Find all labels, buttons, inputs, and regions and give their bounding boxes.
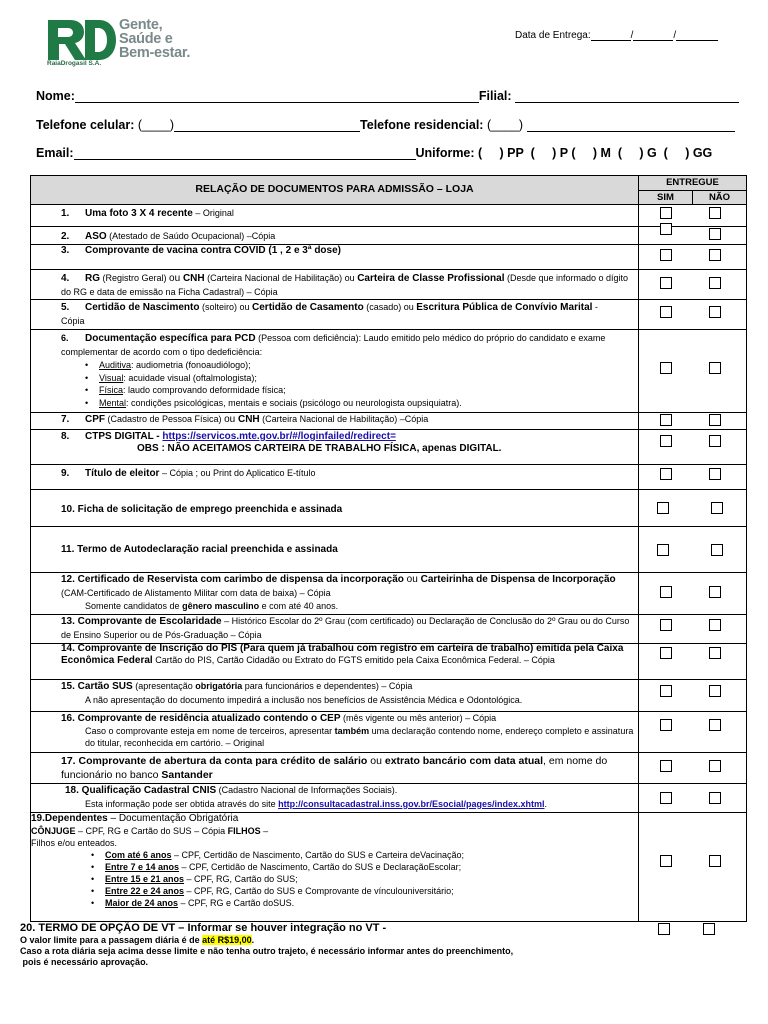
table-title: RELAÇÃO DE DOCUMENTOS PARA ADMISSÃO – LOJA [31, 176, 639, 205]
checkbox-nao[interactable] [709, 468, 721, 480]
checkbox-nao[interactable] [709, 207, 721, 219]
list-item: 12. Certificado de Reservista com carimbo de dispensa da incorporação ou Carteirinha de Dispensa de Incorporação (CAM-Certificado de Alistamento Militar com data de baixa) – Cópia Somente candidatos de gênero masculino e com até 40 anos. [61, 574, 616, 611]
list-item: 15. Cartão SUS (apresentação obrigatória para funcionários e dependentes) – Cópia A não apresentação do documento impedirá a inclusão nos benefícios de Assistência Médica e Odontológica. [61, 681, 523, 705]
checkbox-sim[interactable] [660, 719, 672, 731]
sim-header: SIM [639, 191, 693, 205]
nome-field[interactable] [75, 90, 479, 103]
list-item: 18. Qualificação Cadastral CNIS (Cadastro Nacional de Informações Sociais). Esta informação pode ser obtida através do site http://consultacadastral.inss.gov.br/Esocial/pages/index.xhtml. [65, 785, 548, 809]
checkbox-sim[interactable] [660, 207, 672, 219]
delivery-month-blank[interactable] [633, 30, 673, 41]
checkbox-sim[interactable] [660, 468, 672, 480]
delivery-day-blank[interactable] [591, 30, 631, 41]
checkbox-nao[interactable] [711, 544, 723, 556]
list-item: 19.Dependentes – Documentação Obrigatória CÔNJUGE – CPF, RG e Cartão do SUS – Cópia FILHOS – Filhos e/ou enteados. • Com até 6 anos – CPF, Certidão de Nascimento, Cartão do SUS e Carteira deVacinação; • Entre 7 e 14 anos – CPF, Certidão de Nascimento, Cartão do SUS e DeclaraçãoEscolar; • Entre 15 e 21 anos – CPF, RG, Cartão do SUS; • Entre 22 e 24 anos – CPF, RG, Cartão do SUS e Comprovante de vínculouniversitário; • Maior de 24 anos – CPF, RG e Cartão doSUS. [31, 813, 631, 909]
cnis-link[interactable]: http://consultacadastral.inss.gov.br/Esocial/pages/index.xhtml [278, 798, 545, 809]
list-item: 13. Comprovante de Escolaridade – Histórico Escolar do 2º Grau (com certificado) ou Declaração de Conclusão do 2º Grau ou do Curso de Ensino Superior ou de Pós-Graduação – Cópia [61, 616, 630, 640]
list-item: 4. RG (Registro Geral) ou CNH (Carteira Nacional de Habilitação) ou Carteira de Classe Profissional (Desde que informado o dígito do RG e data de emissão na Ficha Cadastral) – Cópia [61, 273, 629, 297]
list-item: 7. CPF (Cadastro de Pessoa Física) ou CNH (Carteira Nacional de Habilitação) –Cópia [61, 414, 429, 425]
checkbox-sim[interactable] [660, 619, 672, 631]
delivery-year-blank[interactable] [676, 30, 718, 41]
list-item: 17. Comprovante de abertura da conta para crédito de salário ou extrato bancário com data atual, em nome do funcionário no banco Santander [61, 755, 608, 781]
checkbox-sim[interactable] [660, 760, 672, 772]
list-item: 3. Comprovante de vacina contra COVID (1 , 2 e 3ª dose) [61, 245, 341, 256]
uniforme-options[interactable]: Uniforme: ( ) PP ( ) P ( ) M ( ) G ( ) GG [415, 146, 713, 160]
list-item: 2. ASO (Atestado de Saúdo Ocupacional) –Cópia [61, 231, 276, 242]
checkbox-nao[interactable] [709, 719, 721, 731]
nome-label: Nome: [36, 89, 75, 103]
checkbox-vt-nao[interactable] [703, 923, 715, 935]
delivery-date-label: Data de Entrega: [515, 30, 591, 41]
nome-row [36, 89, 739, 103]
telefone-residencial-label: Telefone residencial: [360, 118, 484, 132]
checkbox-nao[interactable] [709, 306, 721, 318]
list-item: 14. Comprovante de Inscrição do PIS (Para quem já trabalhou com registro em carteira de trabalho) emitida pela Caixa Econômica Federal Cartão do PIS, Cartão Cidadão ou Extrato do FGTS emitido pela Caixa Econômica Federal. – Cópia [61, 643, 624, 666]
entregue-header: ENTREGUE [639, 176, 746, 191]
vt-title: 20. TERMO DE OPÇÃO DE VT – Informar se houver integração no VT - [20, 922, 387, 934]
email-field[interactable] [74, 147, 416, 160]
list-item: 6. Documentação específica para PCD (Pessoa com deficiência): Laudo emitido pelo médico do próprio do candidato e exame complementar de acordo com o tipo dedeficiência: • Auditiva: audiometria (fonoaudiólogo); • Visual: acuidade visual (oftalmologista); • Física: laudo comprovando deformidade física; • Mental: condições psicológicas, mentais e sociais (psicólogo ou neurologista oupsiquiatra). [61, 332, 621, 409]
checkbox-nao[interactable] [711, 502, 723, 514]
checkbox-nao[interactable] [709, 685, 721, 697]
checkbox-nao[interactable] [709, 435, 721, 447]
ctps-digital-link[interactable]: https://servicos.mte.gov.br/#/loginfailed/redirect= [162, 431, 396, 442]
raia-drogasil-logo [45, 18, 117, 62]
logo-tagline: Gente, Saúde e Bem-estar. [119, 17, 191, 61]
checkbox-sim[interactable] [660, 647, 672, 659]
checkbox-nao[interactable] [709, 228, 721, 240]
checkbox-sim[interactable] [657, 502, 669, 514]
checkbox-nao[interactable] [709, 760, 721, 772]
telefone-residencial-field[interactable] [527, 119, 735, 132]
list-item: 9. Título de eleitor – Cópia ; ou Print do Aplicatico E-título [61, 468, 316, 479]
checkbox-nao[interactable] [709, 277, 721, 289]
checkbox-sim[interactable] [660, 855, 672, 867]
telefone-row: Telefone celular: (____) Telefone residencial: (____) [36, 118, 735, 132]
checkbox-sim[interactable] [660, 223, 672, 235]
filial-field[interactable] [515, 90, 739, 103]
list-item: 5. Certidão de Nascimento (solteiro) ou Certidão de Casamento (casado) ou Escritura Pública de Convívio Marital - Cópia [61, 302, 598, 326]
list-item: 1. Uma foto 3 X 4 recente – Original [61, 208, 234, 219]
checkbox-sim[interactable] [660, 277, 672, 289]
checkbox-nao[interactable] [709, 586, 721, 598]
dependentes-bullet-list: • Com até 6 anos – CPF, Certidão de Nascimento, Cartão do SUS e Carteira deVacinação; • Entre 7 e 14 anos – CPF, Certidão de Nascimento, Cartão do SUS e DeclaraçãoEscolar; • Entre 15 e 21 anos – CPF, RG, Cartão do SUS; • Entre 22 e 24 anos – CPF, RG, Cartão do SUS e Comprovante de vínculouniversitário; • Maior de 24 anos – CPF, RG e Cartão doSUS. [91, 849, 631, 909]
checkbox-sim[interactable] [660, 414, 672, 426]
delivery-date: Data de Entrega: / / [515, 30, 718, 41]
list-item: 11. Termo de Autodeclaração racial preenchida e assinada [61, 544, 338, 555]
telefone-celular-label: Telefone celular: [36, 118, 135, 132]
documents-table [30, 175, 747, 922]
checkbox-sim[interactable] [660, 306, 672, 318]
checkbox-nao[interactable] [709, 362, 721, 374]
list-item: 16. Comprovante de residência atualizado contendo o CEP (mês vigente ou mês anterior) – Cópia Caso o comprovante esteja em nome de terceiros, apresentar também uma declaração contendo nome, endereço completo e assinatura do titular, reconhecida em cartório. – Original [61, 713, 634, 748]
checkbox-nao[interactable] [709, 249, 721, 261]
email-row [36, 146, 712, 160]
checkbox-nao[interactable] [709, 619, 721, 631]
checkbox-nao[interactable] [709, 647, 721, 659]
email-label: Email: [36, 146, 74, 160]
filial-label: Filial: [478, 89, 512, 103]
list-item: 8. CTPS DIGITAL - https://servicos.mte.gov.br/#/loginfailed/redirect= OBS : NÃO ACEITAMOS CARTEIRA DE TRABALHO FÍSICA, apenas DIGITAL. [61, 431, 502, 454]
checkbox-sim[interactable] [657, 544, 669, 556]
telefone-celular-field[interactable] [174, 119, 360, 132]
checkbox-sim[interactable] [660, 792, 672, 804]
checkbox-nao[interactable] [709, 855, 721, 867]
checkbox-sim[interactable] [660, 249, 672, 261]
list-item: 10. Ficha de solicitação de emprego preenchida e assinada [61, 504, 343, 515]
logo-company-name: RaiaDrogasil S.A. [47, 60, 102, 67]
vt-section: 20. TERMO DE OPÇÃO DE VT – Informar se houver integração no VT - O valor limite para a passagem diária é de até R$19,00. Caso a rota diária seja acima desse limite e não tenha outro trajeto, é necessário informar antes do preenchimento, pois é necessário aprovação. [20, 922, 760, 968]
nao-header: NÃO [693, 191, 746, 205]
checkbox-nao[interactable] [709, 792, 721, 804]
pcd-bullet-list: • Auditiva: audiometria (fonoaudiólogo); • Visual: acuidade visual (oftalmologista); • Física: laudo comprovando deformidade física; • Mental: condições psicológicas, mentais e sociais (psicólogo ou neurologista oupsiquiatra). [85, 359, 621, 409]
checkbox-nao[interactable] [709, 414, 721, 426]
checkbox-sim[interactable] [660, 586, 672, 598]
checkbox-sim[interactable] [660, 685, 672, 697]
checkbox-sim[interactable] [660, 435, 672, 447]
checkbox-sim[interactable] [660, 362, 672, 374]
checkbox-vt-sim[interactable] [658, 923, 670, 935]
